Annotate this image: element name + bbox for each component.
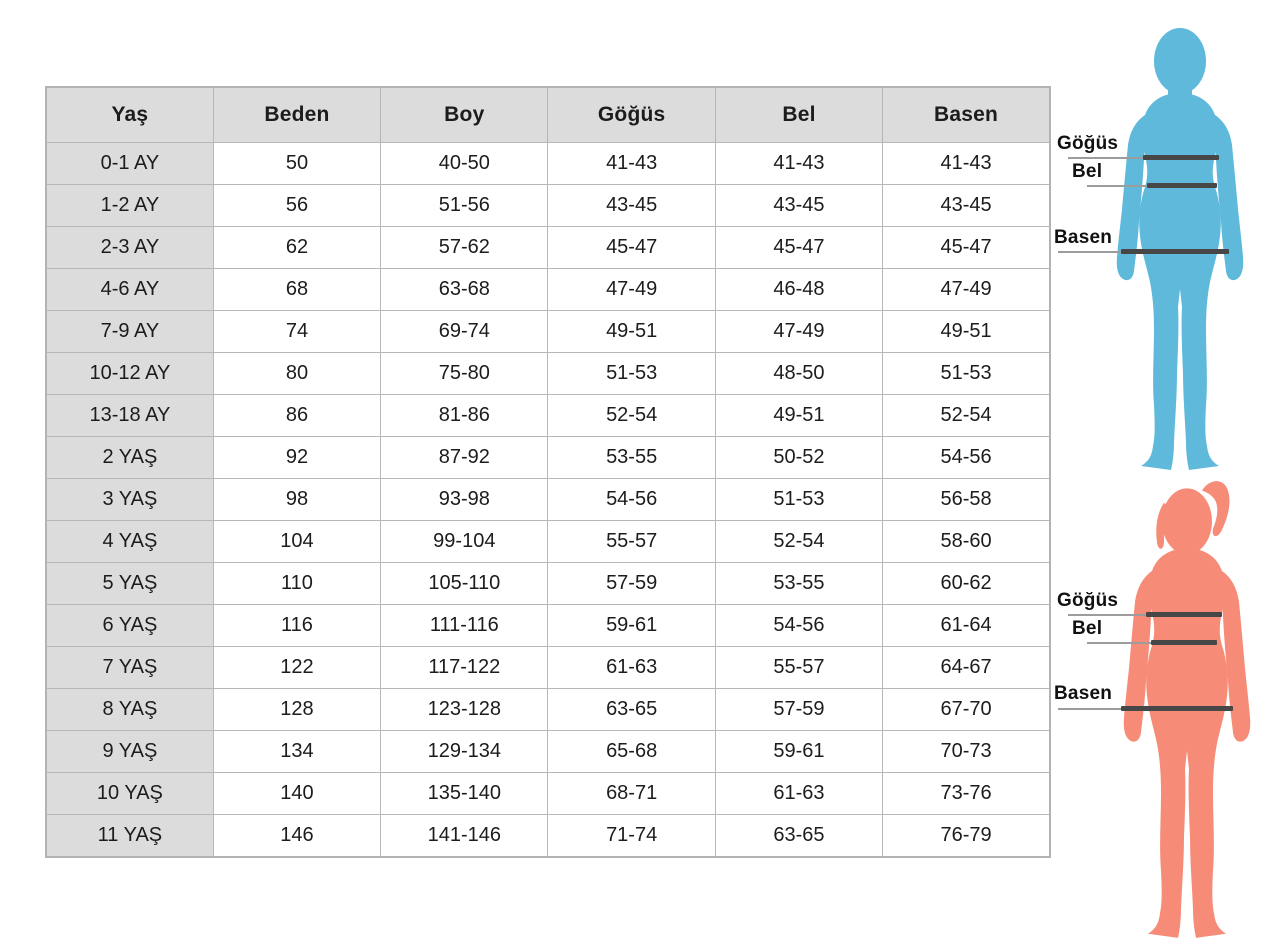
value-cell: 50 <box>213 143 380 185</box>
value-cell: 54-56 <box>715 605 882 647</box>
value-cell: 51-53 <box>883 353 1050 395</box>
age-cell: 6 YAŞ <box>46 605 213 647</box>
waist-line-top-dark <box>1147 183 1217 188</box>
table-row <box>46 773 1050 815</box>
age-cell: 10-12 AY <box>46 353 213 395</box>
size-chart-table <box>45 86 1051 858</box>
value-cell: 51-53 <box>715 479 882 521</box>
value-cell: 140 <box>213 773 380 815</box>
value-cell: 43-45 <box>883 185 1050 227</box>
hip-label-bottom: Basen <box>1054 683 1113 704</box>
value-cell: 68 <box>213 269 380 311</box>
value-cell: 64-67 <box>883 647 1050 689</box>
value-cell: 128 <box>213 689 380 731</box>
value-cell: 49-51 <box>883 311 1050 353</box>
value-cell: 86 <box>213 395 380 437</box>
age-cell: 1-2 AY <box>46 185 213 227</box>
value-cell: 63-65 <box>548 689 715 731</box>
table-row <box>46 311 1050 353</box>
column-header: Bel <box>715 87 882 143</box>
value-cell: 47-49 <box>548 269 715 311</box>
table-row <box>46 353 1050 395</box>
value-cell: 40-50 <box>381 143 548 185</box>
value-cell: 41-43 <box>883 143 1050 185</box>
age-cell: 3 YAŞ <box>46 479 213 521</box>
value-cell: 71-74 <box>548 815 715 858</box>
value-cell: 61-64 <box>883 605 1050 647</box>
waist-label-bottom: Bel <box>1072 618 1103 639</box>
table-row <box>46 395 1050 437</box>
value-cell: 141-146 <box>381 815 548 858</box>
value-cell: 52-54 <box>715 521 882 563</box>
value-cell: 65-68 <box>548 731 715 773</box>
value-cell: 50-52 <box>715 437 882 479</box>
value-cell: 57-59 <box>715 689 882 731</box>
table-row <box>46 269 1050 311</box>
value-cell: 60-62 <box>883 563 1050 605</box>
table-row <box>46 437 1050 479</box>
table-header <box>46 87 1050 143</box>
age-cell: 8 YAŞ <box>46 689 213 731</box>
column-header: Yaş <box>46 87 213 143</box>
value-cell: 47-49 <box>715 311 882 353</box>
value-cell: 99-104 <box>381 521 548 563</box>
chest-label-bottom: Göğüs <box>1057 590 1119 611</box>
value-cell: 63-68 <box>381 269 548 311</box>
value-cell: 57-62 <box>381 227 548 269</box>
value-cell: 67-70 <box>883 689 1050 731</box>
value-cell: 52-54 <box>548 395 715 437</box>
age-cell: 7 YAŞ <box>46 647 213 689</box>
value-cell: 69-74 <box>381 311 548 353</box>
hip-line-bottom-dark <box>1121 706 1233 711</box>
value-cell: 45-47 <box>548 227 715 269</box>
age-cell: 10 YAŞ <box>46 773 213 815</box>
column-header: Basen <box>883 87 1050 143</box>
value-cell: 43-45 <box>548 185 715 227</box>
value-cell: 63-65 <box>715 815 882 858</box>
value-cell: 56-58 <box>883 479 1050 521</box>
chest-line-bottom-dark <box>1146 612 1222 617</box>
value-cell: 117-122 <box>381 647 548 689</box>
column-header: Beden <box>213 87 380 143</box>
value-cell: 43-45 <box>715 185 882 227</box>
waist-line-bottom-dark <box>1151 640 1217 645</box>
value-cell: 129-134 <box>381 731 548 773</box>
table-header-row <box>46 87 1050 143</box>
value-cell: 116 <box>213 605 380 647</box>
value-cell: 51-56 <box>381 185 548 227</box>
value-cell: 56 <box>213 185 380 227</box>
value-cell: 68-71 <box>548 773 715 815</box>
value-cell: 51-53 <box>548 353 715 395</box>
value-cell: 49-51 <box>548 311 715 353</box>
table-body <box>46 143 1050 858</box>
table-row <box>46 143 1050 185</box>
age-cell: 0-1 AY <box>46 143 213 185</box>
column-header: Boy <box>381 87 548 143</box>
value-cell: 80 <box>213 353 380 395</box>
value-cell: 73-76 <box>883 773 1050 815</box>
value-cell: 87-92 <box>381 437 548 479</box>
table-row <box>46 605 1050 647</box>
value-cell: 49-51 <box>715 395 882 437</box>
value-cell: 62 <box>213 227 380 269</box>
chest-line-top-dark <box>1143 155 1219 160</box>
value-cell: 110 <box>213 563 380 605</box>
age-cell: 4 YAŞ <box>46 521 213 563</box>
table-row <box>46 647 1050 689</box>
chest-label-top: Göğüs <box>1057 133 1119 154</box>
value-cell: 61-63 <box>715 773 882 815</box>
table-row <box>46 227 1050 269</box>
value-cell: 53-55 <box>548 437 715 479</box>
value-cell: 48-50 <box>715 353 882 395</box>
age-cell: 2 YAŞ <box>46 437 213 479</box>
age-cell: 11 YAŞ <box>46 815 213 858</box>
age-cell: 2-3 AY <box>46 227 213 269</box>
hip-line-top-dark <box>1121 249 1229 254</box>
value-cell: 61-63 <box>548 647 715 689</box>
value-cell: 54-56 <box>883 437 1050 479</box>
value-cell: 47-49 <box>883 269 1050 311</box>
value-cell: 45-47 <box>715 227 882 269</box>
table-row <box>46 815 1050 858</box>
value-cell: 123-128 <box>381 689 548 731</box>
value-cell: 52-54 <box>883 395 1050 437</box>
age-cell: 7-9 AY <box>46 311 213 353</box>
value-cell: 41-43 <box>548 143 715 185</box>
value-cell: 54-56 <box>548 479 715 521</box>
value-cell: 57-59 <box>548 563 715 605</box>
value-cell: 70-73 <box>883 731 1050 773</box>
value-cell: 45-47 <box>883 227 1050 269</box>
table-row <box>46 185 1050 227</box>
age-cell: 13-18 AY <box>46 395 213 437</box>
value-cell: 46-48 <box>715 269 882 311</box>
value-cell: 75-80 <box>381 353 548 395</box>
value-cell: 76-79 <box>883 815 1050 858</box>
waist-label-top: Bel <box>1072 161 1103 182</box>
value-cell: 105-110 <box>381 563 548 605</box>
value-cell: 122 <box>213 647 380 689</box>
value-cell: 59-61 <box>548 605 715 647</box>
value-cell: 59-61 <box>715 731 882 773</box>
hip-label-top: Basen <box>1054 227 1113 248</box>
value-cell: 92 <box>213 437 380 479</box>
value-cell: 135-140 <box>381 773 548 815</box>
table-row <box>46 563 1050 605</box>
value-cell: 53-55 <box>715 563 882 605</box>
table-row <box>46 731 1050 773</box>
value-cell: 58-60 <box>883 521 1050 563</box>
age-cell: 9 YAŞ <box>46 731 213 773</box>
table-row <box>46 521 1050 563</box>
value-cell: 41-43 <box>715 143 882 185</box>
value-cell: 134 <box>213 731 380 773</box>
column-header: Göğüs <box>548 87 715 143</box>
value-cell: 111-116 <box>381 605 548 647</box>
value-cell: 55-57 <box>715 647 882 689</box>
value-cell: 81-86 <box>381 395 548 437</box>
value-cell: 55-57 <box>548 521 715 563</box>
value-cell: 146 <box>213 815 380 858</box>
value-cell: 104 <box>213 521 380 563</box>
table-row <box>46 479 1050 521</box>
value-cell: 74 <box>213 311 380 353</box>
age-cell: 4-6 AY <box>46 269 213 311</box>
table-row <box>46 689 1050 731</box>
value-cell: 93-98 <box>381 479 548 521</box>
age-cell: 5 YAŞ <box>46 563 213 605</box>
value-cell: 98 <box>213 479 380 521</box>
